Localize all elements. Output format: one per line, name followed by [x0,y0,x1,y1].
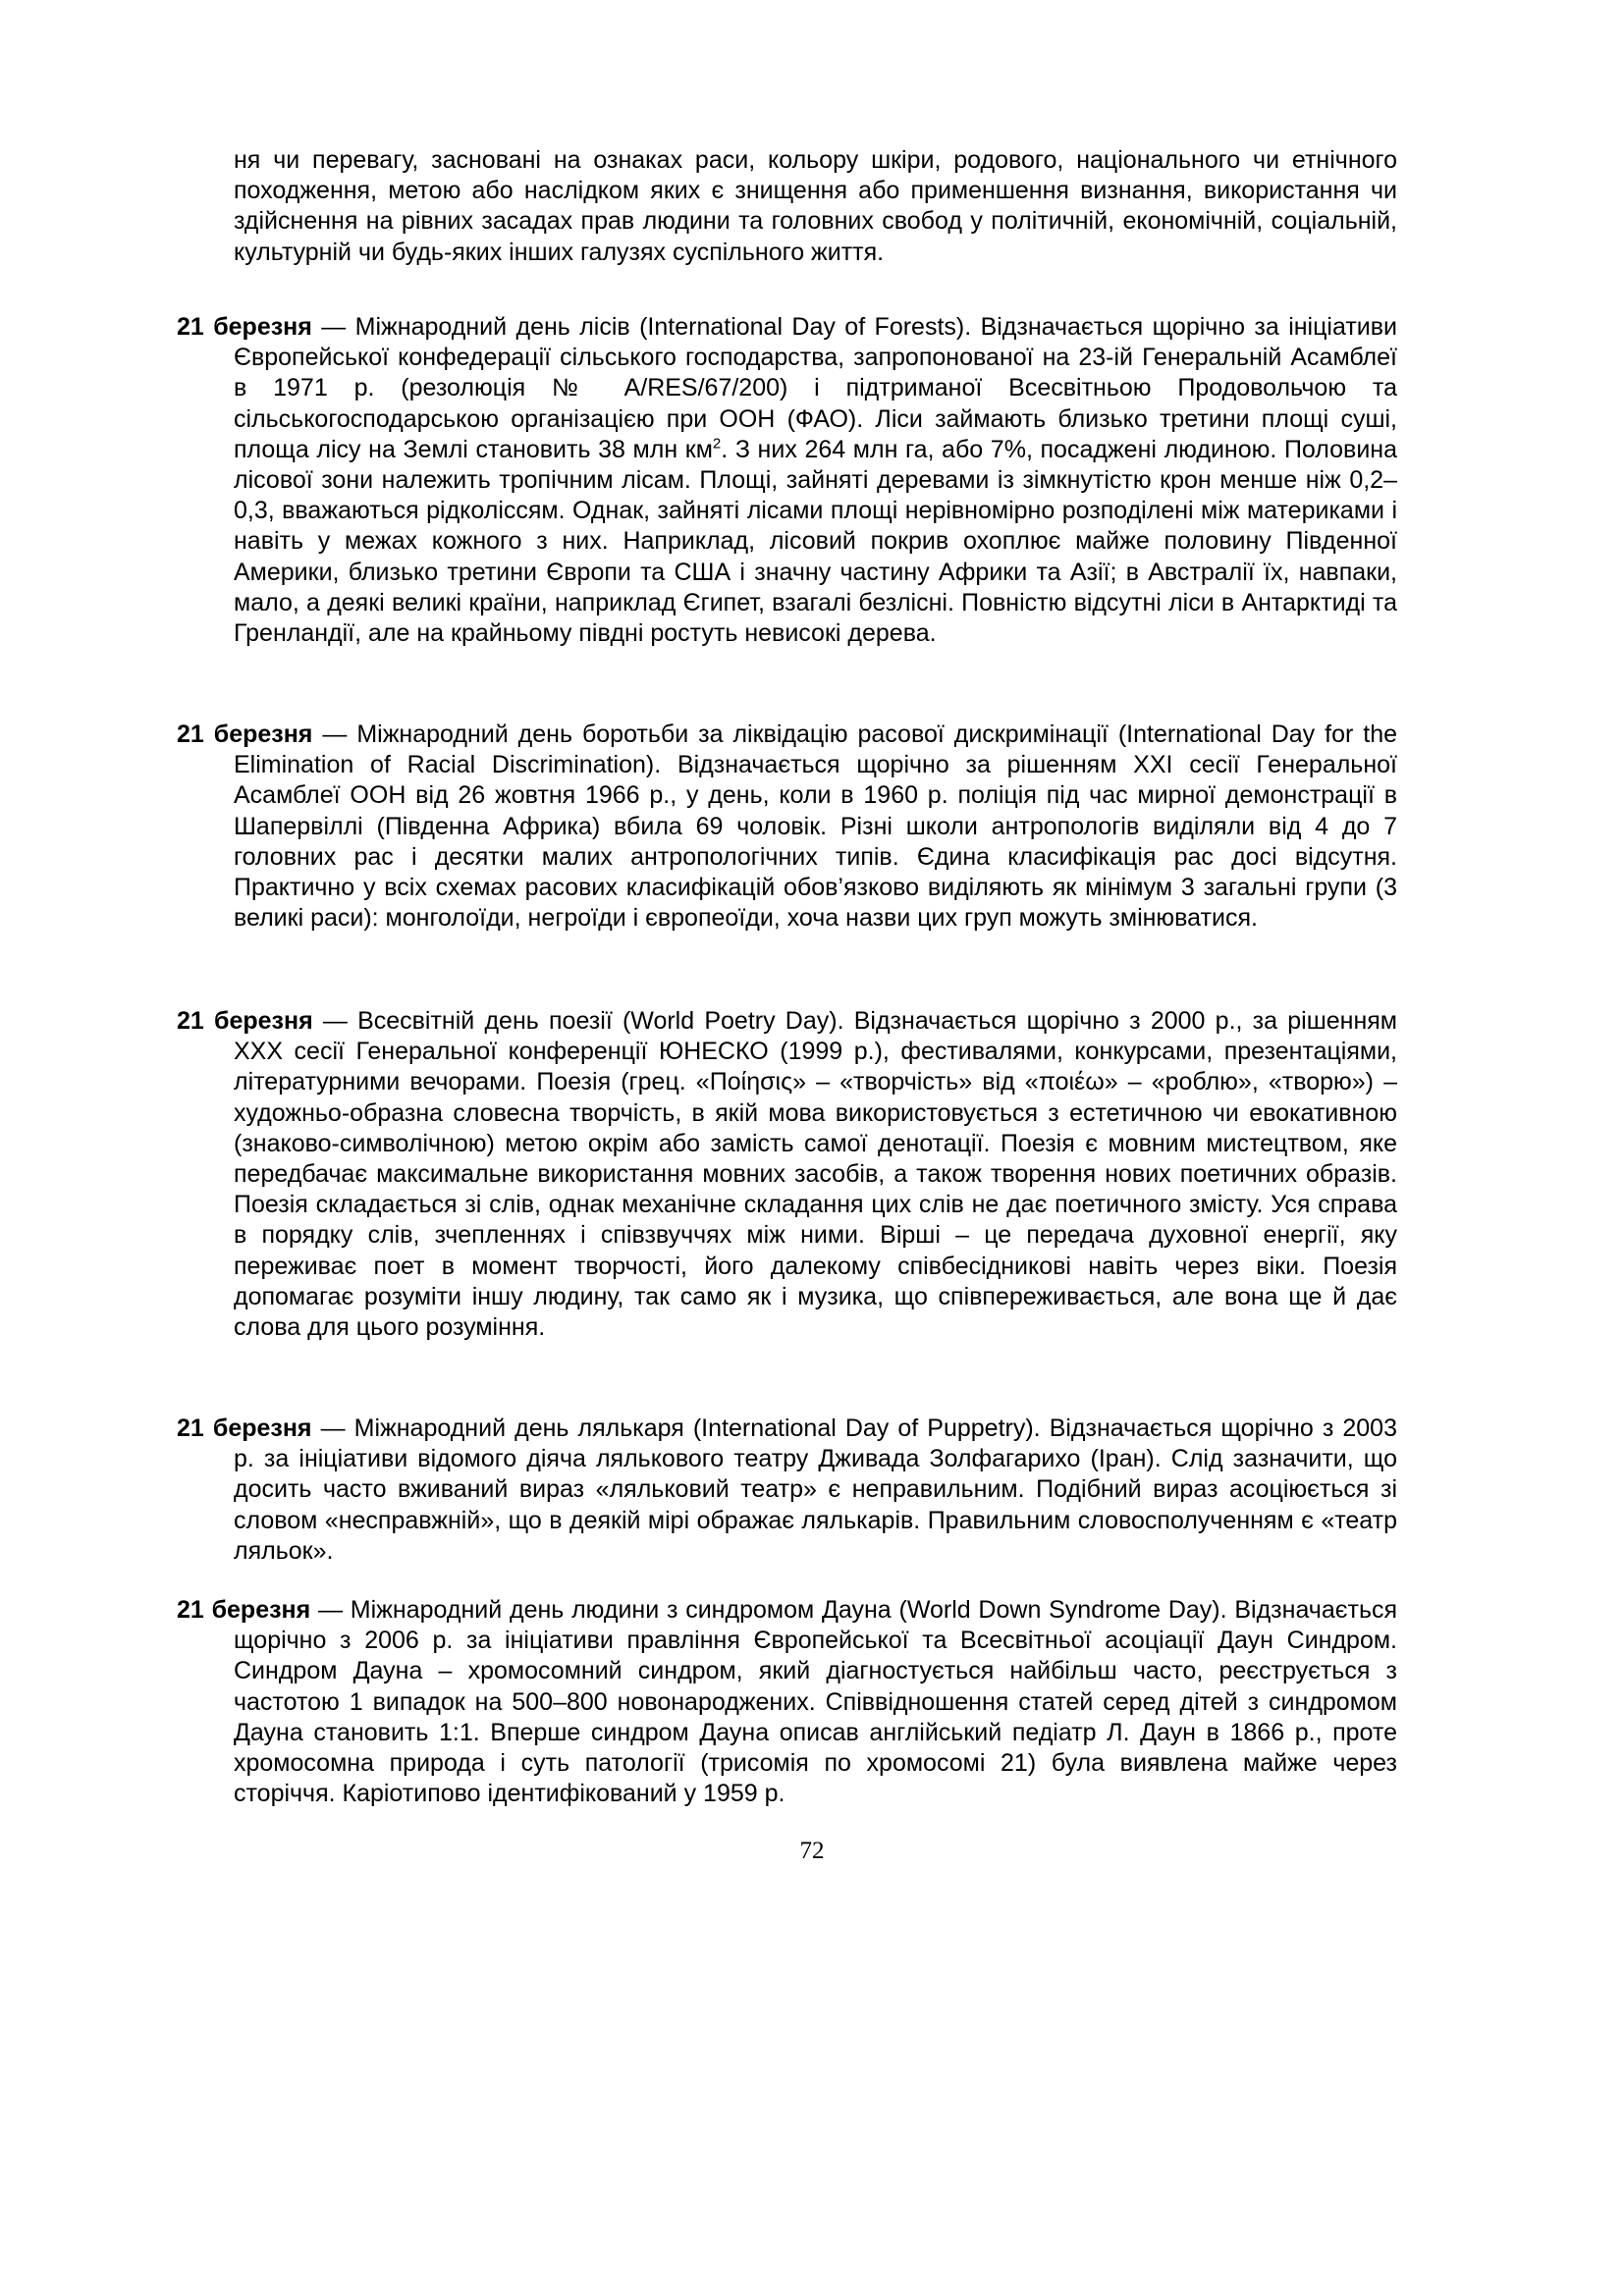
superscript: 2 [712,435,722,453]
entry-date: 21 березня [177,1596,311,1624]
entry-text: — Міжнародний день лісів (International Day of Forests). Відзначається щорічно за ініціативи Європейської конфедерації сільського господарства, запропонованої на 23-ій Генеральній Асамблеї в 1971 р. (резолюція № A/RES/67/200) і підтриманої Всесвітньою Продовольчою та сільськогосподарською організацією при ООН (ФАО). Ліси займають близько третини площі суші, площа лісу на Землі становить 38 млн км [234,313,1397,463]
continuation-text: ня чи перевагу, засновані на ознаках раси, кольору шкіри, родового, національного чи етнічного походження, метою або наслідком яких є знищення або применшення визнання, використання чи здійснення на рівних засадах прав людини та головних свобод у політичній, економічній, соціальній, культурній чи будь-яких інших галузях суспільного життя. [234,146,1397,266]
entry-date: 21 березня [177,1415,312,1442]
entry-text: — Міжнародний день лялькаря (International Day of Puppetry). Відзначається щорічно з 2003 р. за ініціативи відомого діяча лялькового театру Дживада Золфагарихо (Іран). Слід зазначити, що досить часто вживаний вираз «ляльковий театр» є неправильним. Подібний вираз асоціюється зі словом «несправжній», що в деякій мірі ображає лялькарів. Правильним словосполученням є «театр ляльок». [234,1415,1397,1565]
continuation-paragraph [234,145,1397,268]
entry-text: — Міжнародний день боротьби за ліквідацію расової дискримінації (International Day for the Elimination of Racial Discrimination). Відзначається щорічно за рішенням XXI сесії Генеральної Асамблеї ООН від 26 жовтня 1966 р., у день, коли в 1960 р. поліція під час мирної демонстрації в Шапервіллі (Південна Африка) вбила 69 чоловік. Різні школи антропологів виділяли від 4 до 7 головних рас і десятки малих антропологічних типів. Єдина класифікація рас досі відсутня. Практично у всіх схемах расових класифікацій обов’язково виділяють як мінімум 3 загальні групи (3 великі раси): монголоїди, негроїди і європеоїди, хоча назви цих груп можуть змінюватися. [234,721,1398,933]
entry-date: 21 березня [177,1007,313,1035]
entry-puppetry-day [177,1414,1397,1567]
entry-text: — Міжнародний день людини з синдромом Дауна (World Down Syndrome Day). Відзначається щорічно з 2006 р. за ініціативи правління Європейської та Всесвітньої асоціації Даун Синдром. Синдром Дауна – хромосомний синдром, який діагностується найбільш часто, реєструється з частотою 1 випадок на 500–800 новонароджених. Співвідношення статей серед дітей з синдромом Дауна становить 1:1. Вперше синдром Дауна описав англійський педіатр Л. Даун в 1866 р., проте хромосомна природа і суть патології (трисомія по хромосомі 21) була виявлена майже через сторіччя. Каріотипово ідентифікований у 1959 р. [234,1596,1398,1808]
entry-poetry-day [177,1006,1397,1343]
entry-date: 21 березня [177,313,312,341]
entry-text: — Всесвітній день поезії (World Poetry Day). Відзначається щорічно з 2000 р., за рішенням XXX сесії Генеральної конференції ЮНЕСКО (1999 р.), фестивалями, конкурсами, презентаціями, літературними вечорами. Поезія (грец. «Ποίησις» – «творчість» від «ποιέω» – «роблю», «творю») – художньо-образна словесна творчість, в якій мова використовується з естетичною чи евокативною (знаково-символічною) метою окрім або замість самої денотації. Поезія є мовним мистецтвом, яке передбачає максимальне використання мовних засобів, а також творення нових поетичних образів. Поезія складається зі слів, однак механічне складання цих слів не дає поетичного змісту. Уся справа в порядку слів, зчепленнях і співзвуччях між ними. Вірші – це передача духовної енергії, яку переживає поет в момент творчості, його далекому співбесідникові навіть через віки. Поезія допомагає розуміти іншу людину, так само як і музика, що співпереживається, але вона ще й дає слова для цього розуміння. [234,1007,1397,1342]
entry-text-continued: . З них 264 млн га, або 7%, посаджені людиною. Половина лісової зони належить тропічним лісам. Площі, зайняті деревами із зімкнутістю крон менше ніж 0,2–0,3, вважаються рідколіссям. Однак, зайняті лісами площі нерівномірно розподілені між материками і навіть у межах кожного з них. Наприклад, лісовий покрив охоплює майже половину Південної Америки, близько третини Європи та США і значну частину Африки та Азії; в Австралії їх, навпаки, мало, а деякі великі країни, наприклад Єгипет, взагалі безлісні. Повністю відсутні ліси в Антарктиді та Гренландії, але на крайньому півдні ростуть невисокі дерева. [234,435,1397,648]
entry-down-syndrome-day [177,1595,1397,1809]
entry-date: 21 березня [177,721,313,748]
entry-racial-discrimination [177,720,1397,934]
page-number: 72 [799,1838,825,1864]
entry-forests [177,312,1397,649]
